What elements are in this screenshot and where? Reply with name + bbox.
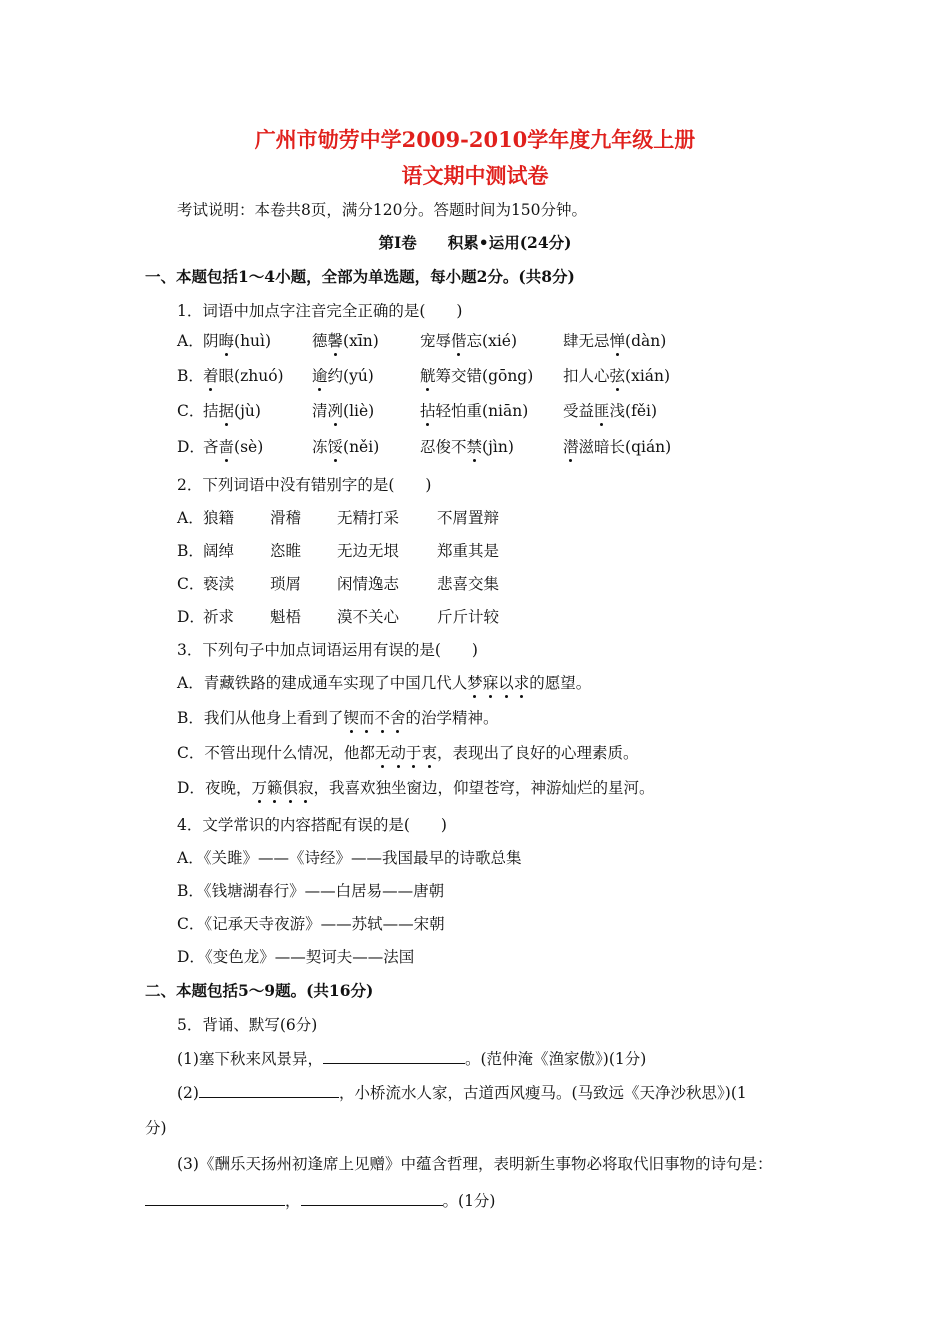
dotted-character: 求 [513, 674, 530, 692]
dotted-character: 晦 [218, 332, 235, 350]
question-5-stem: 5．背诵、默写(6分) [177, 1016, 318, 1034]
answer-blank[interactable] [323, 1048, 465, 1064]
answer-blank[interactable] [199, 1082, 339, 1098]
option-choice[interactable]: 悲喜交集 [437, 575, 500, 593]
option-text: 《钱塘湖春行》——白居易——唐朝 [203, 882, 445, 900]
choice-text: 宠辱 [420, 332, 452, 350]
option-choice[interactable]: 斤斤计较 [437, 608, 500, 626]
section-1-heading: 一、本题包括1～4小题，全部为单选题，每小题2分。(共8分) [145, 267, 575, 286]
option-choice[interactable] [420, 366, 533, 386]
choice-pinyin: (xián) [625, 367, 671, 385]
choice-pinyin: 眼(zhuó) [218, 367, 284, 385]
dotted-character: 着 [203, 367, 219, 385]
option-choice[interactable]: 滑稽 [270, 509, 302, 527]
choice-text: 受益 [563, 402, 595, 420]
question-5-part-2-continued: 分) [145, 1119, 167, 1137]
dotted-character: 舍 [389, 709, 406, 727]
question-5-part-2 [177, 1082, 747, 1103]
option-choice[interactable] [177, 914, 445, 934]
dotted-character: 觥 [420, 367, 436, 385]
option-choice[interactable] [563, 366, 670, 386]
option-choice[interactable] [312, 331, 379, 351]
option-text: 《记承天寺夜游》——苏轼——宋朝 [204, 915, 445, 933]
option-choice[interactable]: 闲情逸志 [337, 575, 400, 593]
choice-text: 清 [312, 402, 328, 420]
option-label: C． [177, 402, 205, 420]
choice-pinyin: 轻怕重(niān) [435, 402, 529, 420]
dotted-character: 逾 [312, 367, 328, 385]
sentence-text: 的愿望。 [529, 674, 592, 692]
exam-title: 广州市劬劳中学2009-2010学年度九年级上册 [254, 127, 696, 152]
sentence-text: 夜晚， [204, 779, 252, 797]
option-choice[interactable]: 不屑置辩 [437, 509, 500, 527]
option-label: B． [177, 542, 204, 560]
dotted-character: 冽 [327, 402, 344, 420]
option-choice[interactable] [563, 401, 657, 421]
dotted-character: 据 [218, 402, 235, 420]
dotted-character: 籁 [266, 779, 283, 797]
dotted-character: 偕 [451, 332, 467, 350]
question-4-stem: 4．文学常识的内容搭配有误的是( ) [177, 816, 447, 834]
choice-pinyin: 约(yú) [327, 367, 374, 385]
dotted-character: 于 [405, 744, 422, 762]
option-label: D． [177, 438, 205, 456]
section-2-heading: 二、本题包括5～9题。(共16分) [145, 981, 374, 1000]
answer-blank[interactable] [301, 1190, 443, 1206]
question-1-stem: 1．词语中加点字注音完全正确的是( ) [177, 302, 463, 320]
option-text: 《变色龙》——契诃夫——法国 [204, 948, 415, 966]
choice-pinyin: (huì) [234, 332, 272, 350]
option-choice[interactable] [312, 437, 379, 457]
choice-text: 忍俊不 [420, 438, 467, 456]
dotted-character: 而 [358, 709, 375, 727]
sentence-text: 我们从他身上看到了 [203, 709, 344, 727]
option-choice[interactable]: 狼籍 [203, 509, 235, 527]
option-choice[interactable]: 阔绰 [203, 542, 235, 560]
option-label: A． [177, 849, 204, 867]
option-sentence[interactable] [177, 743, 638, 763]
exam-subtitle: 语文期中测试卷 [401, 163, 549, 188]
option-text: 《关雎》——《诗经》——我国最早的诗歌总集 [203, 849, 522, 867]
option-choice[interactable]: 恣睢 [270, 542, 302, 560]
choice-pinyin: (dàn) [625, 332, 667, 350]
part-1-suffix: 。(范仲淹《渔家傲》)(1分) [464, 1050, 647, 1068]
option-label: B． [177, 709, 204, 727]
option-choice[interactable] [420, 331, 517, 351]
option-choice[interactable]: 祈求 [203, 608, 235, 626]
option-choice[interactable] [312, 401, 374, 421]
option-choice[interactable] [420, 437, 514, 457]
dotted-character: 以 [498, 674, 514, 692]
question-5-part-1 [177, 1048, 646, 1069]
option-label: D． [177, 608, 205, 626]
dotted-character: 锲 [343, 709, 359, 727]
exam-instructions: 考试说明：本卷共8页，满分120分。答题时间为150分钟。 [177, 201, 588, 219]
option-label: C． [177, 575, 205, 593]
option-choice[interactable] [203, 366, 284, 386]
dotted-character: 惮 [609, 332, 626, 350]
choice-pinyin: 浅(fěi) [609, 402, 657, 420]
option-choice[interactable]: 琐屑 [270, 575, 302, 593]
dotted-character: 梦 [467, 674, 483, 692]
option-label: A． [177, 332, 204, 350]
answer-blank[interactable] [145, 1190, 285, 1206]
choice-pinyin: (jìn) [482, 438, 514, 456]
choice-text: 扣人心 [563, 367, 610, 385]
option-label: B． [177, 882, 204, 900]
option-choice[interactable] [312, 366, 374, 386]
option-label: D． [177, 948, 205, 966]
choice-text: 冻 [312, 438, 328, 456]
option-choice[interactable]: 亵渎 [203, 575, 235, 593]
question-5-part-3: (3)《酬乐天扬州初逢席上见赠》中蕴含哲理，表明新生事物必将取代旧事物的诗句是： [177, 1155, 773, 1173]
option-label: C． [177, 744, 205, 762]
dotted-character: 寐 [482, 674, 499, 692]
sentence-text: 不管出现什么情况，他都 [204, 744, 375, 762]
option-choice[interactable] [177, 947, 414, 967]
dotted-character: 潜 [563, 438, 579, 456]
dotted-character: 不 [374, 709, 390, 727]
option-label: D． [177, 779, 205, 797]
dotted-character: 俱 [282, 779, 298, 797]
question-5-part-3-answer [145, 1190, 495, 1211]
part-1-prefix: (1)塞下秋来风景异， [177, 1050, 323, 1068]
sentence-text: ，我喜欢独坐窗边，仰望苍穹，神游灿烂的星河。 [313, 779, 655, 797]
choice-pinyin: 滋暗长(qián) [578, 438, 672, 456]
choice-text: 阴 [203, 332, 219, 350]
option-choice[interactable] [177, 881, 444, 901]
dotted-character: 禁 [466, 438, 483, 456]
option-label: A． [177, 674, 204, 692]
choice-pinyin: (sè) [234, 438, 264, 456]
dotted-character: 万 [251, 779, 267, 797]
option-sentence[interactable] [177, 778, 655, 798]
option-sentence[interactable] [177, 673, 591, 693]
volume-heading: 第Ⅰ卷 积累•运用(24分) [378, 233, 572, 252]
dotted-character: 衷 [421, 744, 437, 762]
dotted-character: 馨 [327, 332, 344, 350]
dotted-character: 无 [374, 744, 391, 762]
dotted-character: 弦 [609, 367, 626, 385]
option-label: A． [177, 509, 204, 527]
option-choice[interactable]: 魁梧 [270, 608, 302, 626]
question-2-stem: 2．下列词语中没有错别字的是( ) [177, 476, 432, 494]
option-label: B． [177, 367, 204, 385]
dotted-character: 寂 [298, 779, 314, 797]
option-sentence[interactable] [177, 708, 498, 728]
choice-pinyin: 筹交错(gōng) [435, 367, 534, 385]
sentence-text: ，表现出了良好的心理素质。 [436, 744, 639, 762]
choice-text: 肆无忌 [563, 332, 610, 350]
dotted-character: 啬 [218, 438, 235, 456]
option-choice[interactable] [203, 401, 261, 421]
option-choice[interactable] [420, 401, 528, 421]
option-choice[interactable] [563, 331, 666, 351]
option-label: C． [177, 915, 205, 933]
choice-pinyin: (jù) [234, 402, 261, 420]
option-choice[interactable] [203, 331, 271, 351]
question-3-stem: 3．下列句子中加点词语运用有误的是( ) [177, 641, 478, 659]
choice-pinyin: (něi) [343, 438, 380, 456]
sentence-text: 的治学精神。 [405, 709, 499, 727]
sentence-text: 青藏铁路的建成通车实现了中国几代人 [203, 674, 468, 692]
dotted-character: 拈 [420, 402, 436, 420]
option-choice[interactable]: 无精打采 [337, 509, 400, 527]
option-choice[interactable] [203, 437, 263, 457]
option-choice[interactable]: 漠不关心 [337, 608, 400, 626]
choice-text: 德 [312, 332, 328, 350]
option-choice[interactable]: 郑重其是 [437, 542, 500, 560]
option-choice[interactable] [563, 437, 671, 457]
choice-text: 拮 [203, 402, 219, 420]
dotted-character: 匪 [594, 402, 610, 420]
part-2-suffix: ，小桥流水人家，古道西风瘦马。(马致远《天净沙秋思》)(1 [338, 1084, 747, 1102]
option-choice[interactable]: 无边无垠 [337, 542, 400, 560]
dotted-character: 馁 [327, 438, 344, 456]
choice-pinyin: (xīn) [343, 332, 379, 350]
choice-text: 吝 [203, 438, 219, 456]
part-3-suffix: 。(1分) [442, 1192, 496, 1210]
option-choice[interactable] [177, 848, 521, 868]
part-2-prefix: (2) [177, 1084, 199, 1102]
part-3-separator: ， [285, 1192, 301, 1210]
dotted-character: 动 [390, 744, 406, 762]
choice-pinyin: (liè) [343, 402, 375, 420]
choice-pinyin: 忘(xié) [466, 332, 517, 350]
